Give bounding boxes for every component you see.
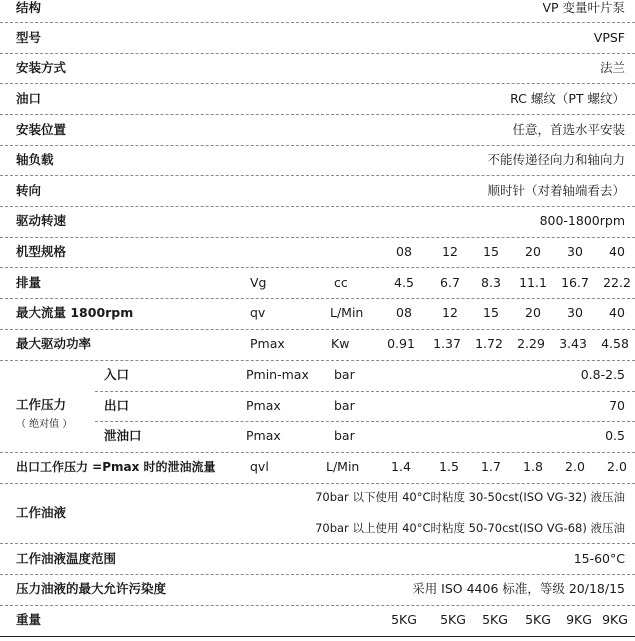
max-flow-symbol: qv bbox=[250, 305, 266, 320]
displacement-value: 8.3 bbox=[481, 275, 501, 290]
fluid-line-1: 70bar 以下使用 40°C时粘度 30-50cst(ISO VG-32) 液压油 bbox=[315, 490, 625, 504]
pressure-outlet-value: 70 bbox=[609, 398, 625, 413]
weight-value: 9KG bbox=[566, 612, 592, 627]
row-label-weight: 重量 bbox=[16, 612, 42, 627]
size-value: 20 bbox=[525, 244, 541, 259]
row-divider bbox=[0, 22, 635, 23]
row-label-contamination: 压力油液的最大允许污染度 bbox=[16, 581, 167, 596]
row-divider bbox=[0, 83, 635, 84]
max-flow-value: 40 bbox=[609, 305, 625, 320]
size-value: 12 bbox=[442, 244, 458, 259]
weight-value: 5KG bbox=[391, 612, 417, 627]
row-label-max-flow: 最大流量 1800rpm bbox=[16, 305, 134, 320]
row-value-model: VPSF bbox=[593, 30, 625, 45]
size-value: 40 bbox=[609, 244, 625, 259]
drain-flow-value: 1.7 bbox=[481, 459, 501, 474]
max-flow-value: 20 bbox=[525, 305, 541, 320]
displacement-symbol: Vg bbox=[250, 275, 267, 290]
row-label-fluid: 工作油液 bbox=[16, 505, 67, 520]
table-bottom-border bbox=[0, 636, 635, 637]
pressure-outlet-unit: bar bbox=[334, 398, 355, 413]
row-value-fluid-temp: 15-60°C bbox=[573, 551, 625, 566]
row-divider bbox=[0, 53, 635, 54]
row-value-mounting: 法兰 bbox=[599, 60, 625, 75]
fluid-line-2: 70bar 以上使用 40°C时粘度 50-70cst(ISO VG-68) 液压油 bbox=[315, 521, 625, 535]
displacement-value: 11.1 bbox=[519, 275, 547, 290]
row-divider bbox=[95, 391, 635, 392]
row-divider bbox=[95, 421, 635, 422]
row-label-drive-speed: 驱动转速 bbox=[16, 213, 67, 228]
row-label-position: 安装位置 bbox=[16, 122, 67, 137]
max-flow-unit: L/Min bbox=[330, 305, 364, 320]
row-value-contamination: 采用 ISO 4406 标准，等级 20/18/15 bbox=[412, 581, 625, 596]
displacement-value: 16.7 bbox=[561, 275, 589, 290]
row-divider bbox=[0, 237, 635, 238]
max-flow-value: 12 bbox=[442, 305, 458, 320]
row-divider bbox=[0, 543, 635, 544]
weight-value: 5KG bbox=[525, 612, 551, 627]
row-divider bbox=[0, 175, 635, 176]
drain-flow-symbol: qvl bbox=[250, 459, 269, 474]
max-power-value: 3.43 bbox=[559, 336, 587, 351]
pressure-drain-unit: bar bbox=[334, 428, 355, 443]
row-label-size: 机型规格 bbox=[16, 244, 67, 259]
max-flow-value: 15 bbox=[483, 305, 499, 320]
pressure-inlet-label: 入口 bbox=[104, 367, 130, 382]
row-label-max-power: 最大驱动功率 bbox=[16, 336, 92, 351]
max-power-symbol: Pmax bbox=[250, 336, 285, 351]
row-label-mounting: 安装方式 bbox=[16, 60, 67, 75]
drain-flow-value: 1.8 bbox=[523, 459, 543, 474]
drain-flow-value: 2.0 bbox=[565, 459, 585, 474]
max-flow-value: 08 bbox=[396, 305, 412, 320]
pressure-drain-label: 泄油口 bbox=[104, 428, 142, 443]
pressure-outlet-label: 出口 bbox=[104, 398, 130, 413]
displacement-value: 22.2 bbox=[603, 275, 631, 290]
row-divider bbox=[0, 452, 635, 453]
row-value-drive-speed: 800-1800rpm bbox=[539, 213, 625, 228]
row-divider bbox=[0, 114, 635, 115]
row-divider bbox=[0, 360, 635, 361]
row-divider bbox=[0, 298, 635, 299]
row-label-port: 油口 bbox=[16, 91, 42, 106]
max-power-value: 0.91 bbox=[387, 336, 415, 351]
weight-value: 5KG bbox=[440, 612, 466, 627]
pressure-inlet-symbol: Pmin-max bbox=[246, 367, 309, 382]
pressure-outlet-symbol: Pmax bbox=[246, 398, 281, 413]
drain-flow-value: 2.0 bbox=[607, 459, 627, 474]
row-divider bbox=[0, 267, 635, 268]
max-power-value: 1.37 bbox=[433, 336, 461, 351]
max-power-unit: Kw bbox=[331, 336, 350, 351]
weight-value: 5KG bbox=[482, 612, 508, 627]
drain-flow-value: 1.4 bbox=[391, 459, 411, 474]
row-divider bbox=[0, 605, 635, 606]
row-value-shaft-load: 不能传递径向力和轴向力 bbox=[487, 152, 625, 167]
row-value-rotation: 顺时针（对着轴端看去） bbox=[487, 183, 625, 198]
row-label-displacement: 排量 bbox=[16, 275, 42, 290]
row-divider bbox=[0, 483, 635, 484]
size-value: 08 bbox=[396, 244, 412, 259]
pressure-inlet-value: 0.8-2.5 bbox=[580, 367, 625, 382]
pressure-drain-symbol: Pmax bbox=[246, 428, 281, 443]
drain-flow-value: 1.5 bbox=[439, 459, 459, 474]
max-power-value: 1.72 bbox=[475, 336, 503, 351]
drain-flow-unit: L/Min bbox=[326, 459, 360, 474]
pressure-drain-value: 0.5 bbox=[605, 428, 625, 443]
row-value-structure: VP 变量叶片泵 bbox=[542, 0, 625, 15]
row-divider bbox=[0, 145, 635, 146]
pressure-inlet-unit: bar bbox=[334, 367, 355, 382]
row-value-position: 任意，首选水平安装 bbox=[512, 122, 625, 137]
row-label-rotation: 转向 bbox=[16, 183, 42, 198]
size-value: 15 bbox=[483, 244, 499, 259]
max-flow-value: 30 bbox=[567, 305, 583, 320]
row-divider bbox=[0, 329, 635, 330]
row-label-model: 型号 bbox=[16, 30, 42, 45]
row-label-structure: 结构 bbox=[16, 0, 42, 15]
row-divider bbox=[0, 574, 635, 575]
row-divider bbox=[0, 206, 635, 207]
weight-value: 9KG bbox=[602, 612, 628, 627]
max-power-value: 2.29 bbox=[517, 336, 545, 351]
row-label-drain-flow: 出口工作压力 =Pmax 时的泄油流量 bbox=[16, 460, 216, 474]
displacement-unit: cc bbox=[334, 275, 348, 290]
displacement-value: 4.5 bbox=[394, 275, 414, 290]
max-power-value: 4.58 bbox=[601, 336, 629, 351]
pressure-note: （ 绝对值 ） bbox=[16, 419, 73, 430]
row-label-fluid-temp: 工作油液温度范围 bbox=[16, 551, 117, 566]
row-value-port: RC 螺纹（PT 螺纹） bbox=[510, 91, 625, 106]
displacement-value: 6.7 bbox=[440, 275, 460, 290]
size-value: 30 bbox=[567, 244, 583, 259]
row-label-shaft-load: 轴负载 bbox=[16, 152, 54, 167]
row-label-pressure: 工作压力 bbox=[16, 397, 67, 412]
